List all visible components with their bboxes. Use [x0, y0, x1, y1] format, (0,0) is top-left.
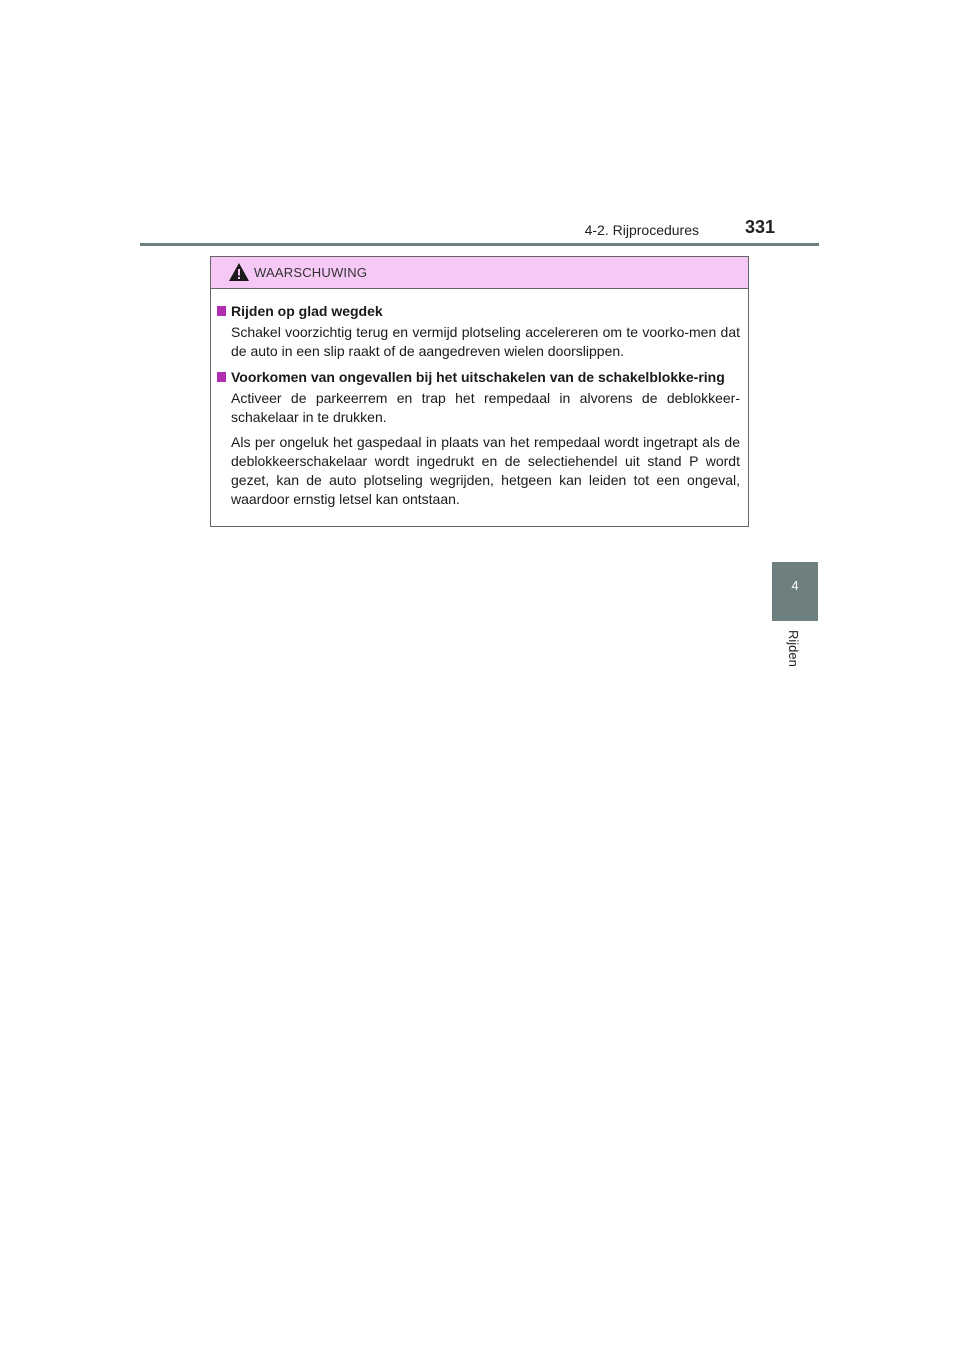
warning-title: WAARSCHUWING: [254, 265, 368, 280]
warning-item: [217, 302, 740, 361]
chapter-number: 4: [791, 578, 799, 593]
header-rule: [140, 243, 819, 246]
chapter-tab: [772, 562, 818, 621]
item-paragraph: Als per ongeluk het gaspedaal in plaats van het rempedaal wordt ingetrapt als de deblokkeerschakelaar wordt ingedrukt en de selectiehendel uit stand P wordt gezet, kan de auto plotseling wegrijden, hetgeen kan leiden tot een ongeval, waardoor ernstig letsel kan ontstaan.: [231, 434, 740, 507]
warning-body: [211, 289, 748, 509]
page-number: 331: [744, 217, 775, 237]
item-heading: [217, 302, 740, 321]
item-paragraph: Activeer de parkeerrem en trap het rempedaal in alvorens de deblokkeer-schakelaar in te drukken.: [231, 390, 740, 425]
warning-item: [217, 368, 740, 509]
warning-box: [210, 256, 749, 527]
page-header: [140, 216, 819, 246]
chapter-label: Rijden: [786, 630, 801, 667]
item-heading-text: Voorkomen van ongevallen bij het uitschakelen van de schakelblokke-ring: [231, 369, 725, 385]
square-bullet-icon: [217, 306, 226, 316]
section-title: 4-2. Rijprocedures: [584, 222, 699, 238]
warning-triangle-icon: [228, 262, 250, 282]
square-bullet-icon: [217, 372, 226, 382]
item-heading: [217, 368, 740, 387]
item-paragraph: Schakel voorzichtig terug en vermijd plotseling accelereren om te voorko-men dat de auto in een slip raakt of de aangedreven wielen doorslippen.: [231, 324, 740, 359]
item-heading-text: Rijden op glad wegdek: [231, 303, 383, 319]
warning-header: [211, 257, 748, 289]
